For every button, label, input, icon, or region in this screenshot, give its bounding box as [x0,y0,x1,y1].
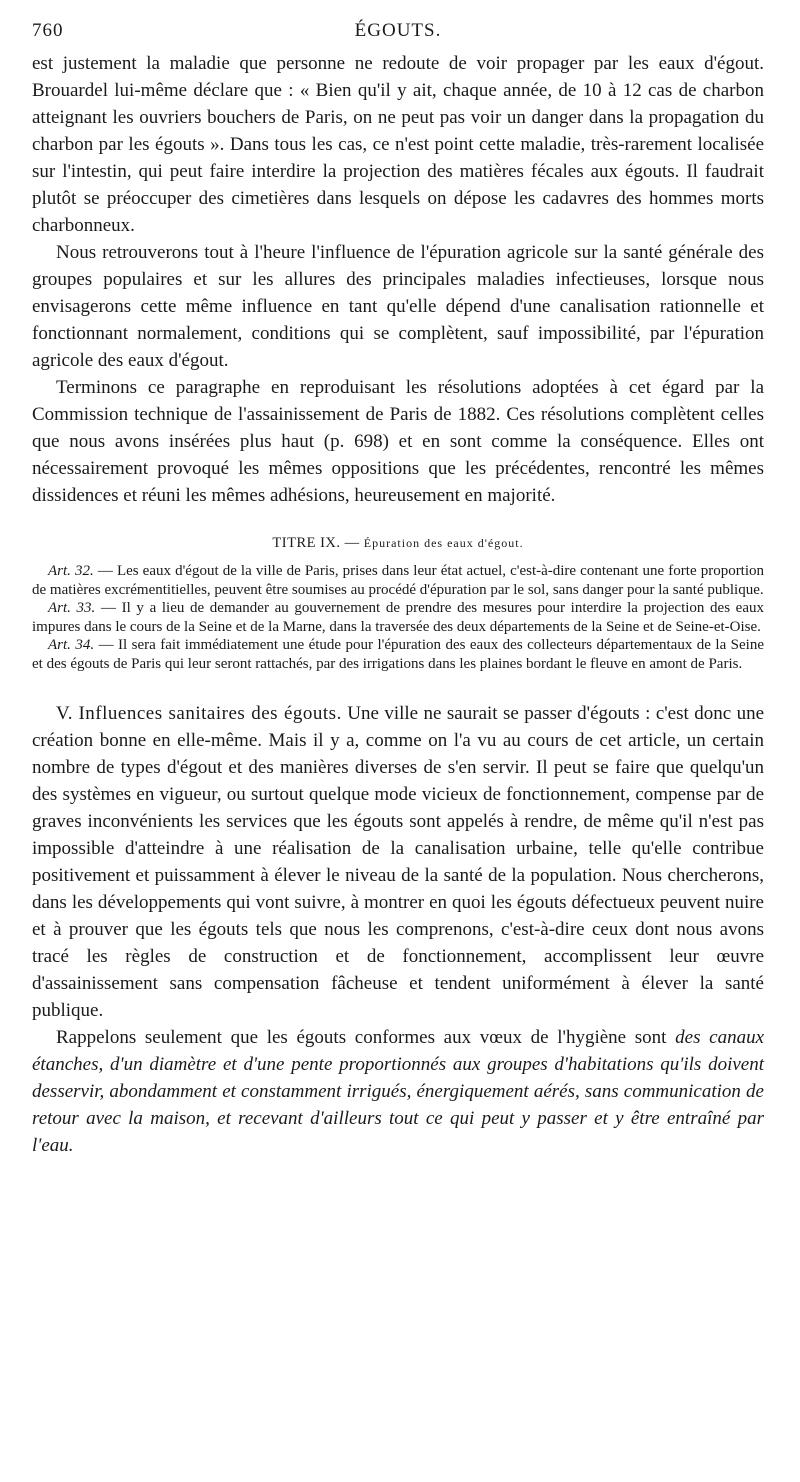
article-label: Art. 33. [48,600,96,617]
paragraph-resolutions: Terminons ce paragraphe en reproduisant les résolutions adoptées à cet égard par la Commission technique de l'assainissement de Paris de 1882. Ces résolutions complètent celles que nous avons insérées plus haut (p. 698) et en sont comme la conséquence. Elles ont nécessairement provoqué les mêmes oppositions que les précédentes, rencontré les mêmes dissidences et réuni les mêmes adhésions, heureusement en majorité. [32,377,764,506]
page-number: 760 [32,20,64,41]
article-text: — Les eaux d'égout de la ville de Paris, prises dans leur état actuel, c'est-à-dire contenant une forte proportion de matières excrémentitielles, peuvent être soumises au procédé d'épuration par le sol, sans danger pour la santé publique. [32,563,765,598]
article-text: — Il y a lieu de demander au gouvernement de prendre des mesures pour interdire la projection des eaux impures dans le cours de la Seine et de la Marne, dans la traversée des deux départements de la Seine et de Seine-et-Oise. [32,600,765,635]
article-label: Art. 34. [48,637,95,654]
articles-list [32,562,764,674]
paragraph-epuration: Nous retrouverons tout à l'heure l'influence de l'épuration agricole sur la santé générale des groupes populaires et sur les allures des principales maladies infectieuses, lorsque nous envisagerons cette même influence en tant qu'elle dépend d'une canalisation rationnelle et fonctionnant normalement, conditions qui se complètent, sauf impossibilité, par l'épuration agricole des eaux d'égout. [32,242,764,371]
section-title: ÉGOUTS. [354,20,442,41]
section-v-heading: Influences sanitaires des égouts. [78,702,342,724]
titre-subtitle: Épuration des eaux d'égout. [363,536,524,550]
article-item [32,562,764,599]
article-text: — Il sera fait immédiatement une étude pour l'épuration des eaux des collecteurs départementaux de la Seine et des égouts de Paris qui leur seront rattachés, par des irrigations dans les plaines bordant le fleuve en amont de Paris. [32,637,765,672]
running-head [32,20,764,50]
titre-label: TITRE IX. — [272,535,360,551]
section-v-paragraph [32,700,764,1024]
body-text [32,50,764,509]
article-label: Art. 32. [48,563,94,579]
final-paragraph-lead: Rappelons seulement que les égouts conformes aux vœux de l'hygiène sont [56,1026,667,1048]
paragraph-continuation: est justement la maladie que personne ne redoute de voir propager par les eaux d'égout. Brouardel lui-même déclare que : « Bien qu'il y ait, chaque année, de 10 à 12 cas de charbon atteignant les ouvriers bouchers de Paris, on ne peut pas voir un danger dans la propagation du charbon par les égouts ». Dans tous les cas, ce n'est point cette maladie, très-rarement localisée sur l'intestin, qui peut faire interdire la projection des matières fécales aux égouts. Il faudrait plutôt se préoccuper des cimetières dans lesquels on dépose les cadavres des hommes morts charbonneux. [32,53,764,236]
final-paragraph-italic: des canaux étanches, d'un diamètre et d'une pente proportionnés aux groupes d'habitations qu'ils doivent desservir, abondamment et constamment irrigués, énergiquement aérés, sans communication de retour avec la maison, et recevant d'ailleurs tout ce qui peut y passer et y être entraîné par l'eau. [32,1026,765,1156]
article-item [32,636,764,673]
section-v [32,700,764,1159]
section-v-text: Une ville ne saurait se passer d'égouts : c'est donc une création bonne en elle-même. Mais il y a, comme on l'a vu au cours de cet article, un certain nombre de types d'égout et des manières diverses de s'en servir. Il peut se faire que quelqu'un des systèmes en vigueur, ou surtout quelque mode vicieux de fonctionnement, compense par de graves inconvénients les services que les égouts sont appelés à rendre, de même qu'il n'est pas impossible d'atteindre à une réalisation de la canalisation urbaine, telle qu'elle contribue positivement et puissamment à élever le niveau de la santé de la population. Nous chercherons, dans les développements qui vont suivre, à montrer en quoi les égouts défectueux peuvent nuire et à prouver que les égouts tels que nous les comprenons, c'est-à-dire ceux dont nous avons tracé les règles de construction et de fonctionnement, accomplissent leur œuvre d'assainissement sans compensation fâcheuse et tendent uniformément à élever la santé publique. [32,702,765,1021]
section-v-numeral: V. [56,702,74,724]
document-page [32,20,764,1159]
article-item [32,599,764,636]
titre-heading [32,535,764,552]
final-paragraph [32,1024,764,1159]
